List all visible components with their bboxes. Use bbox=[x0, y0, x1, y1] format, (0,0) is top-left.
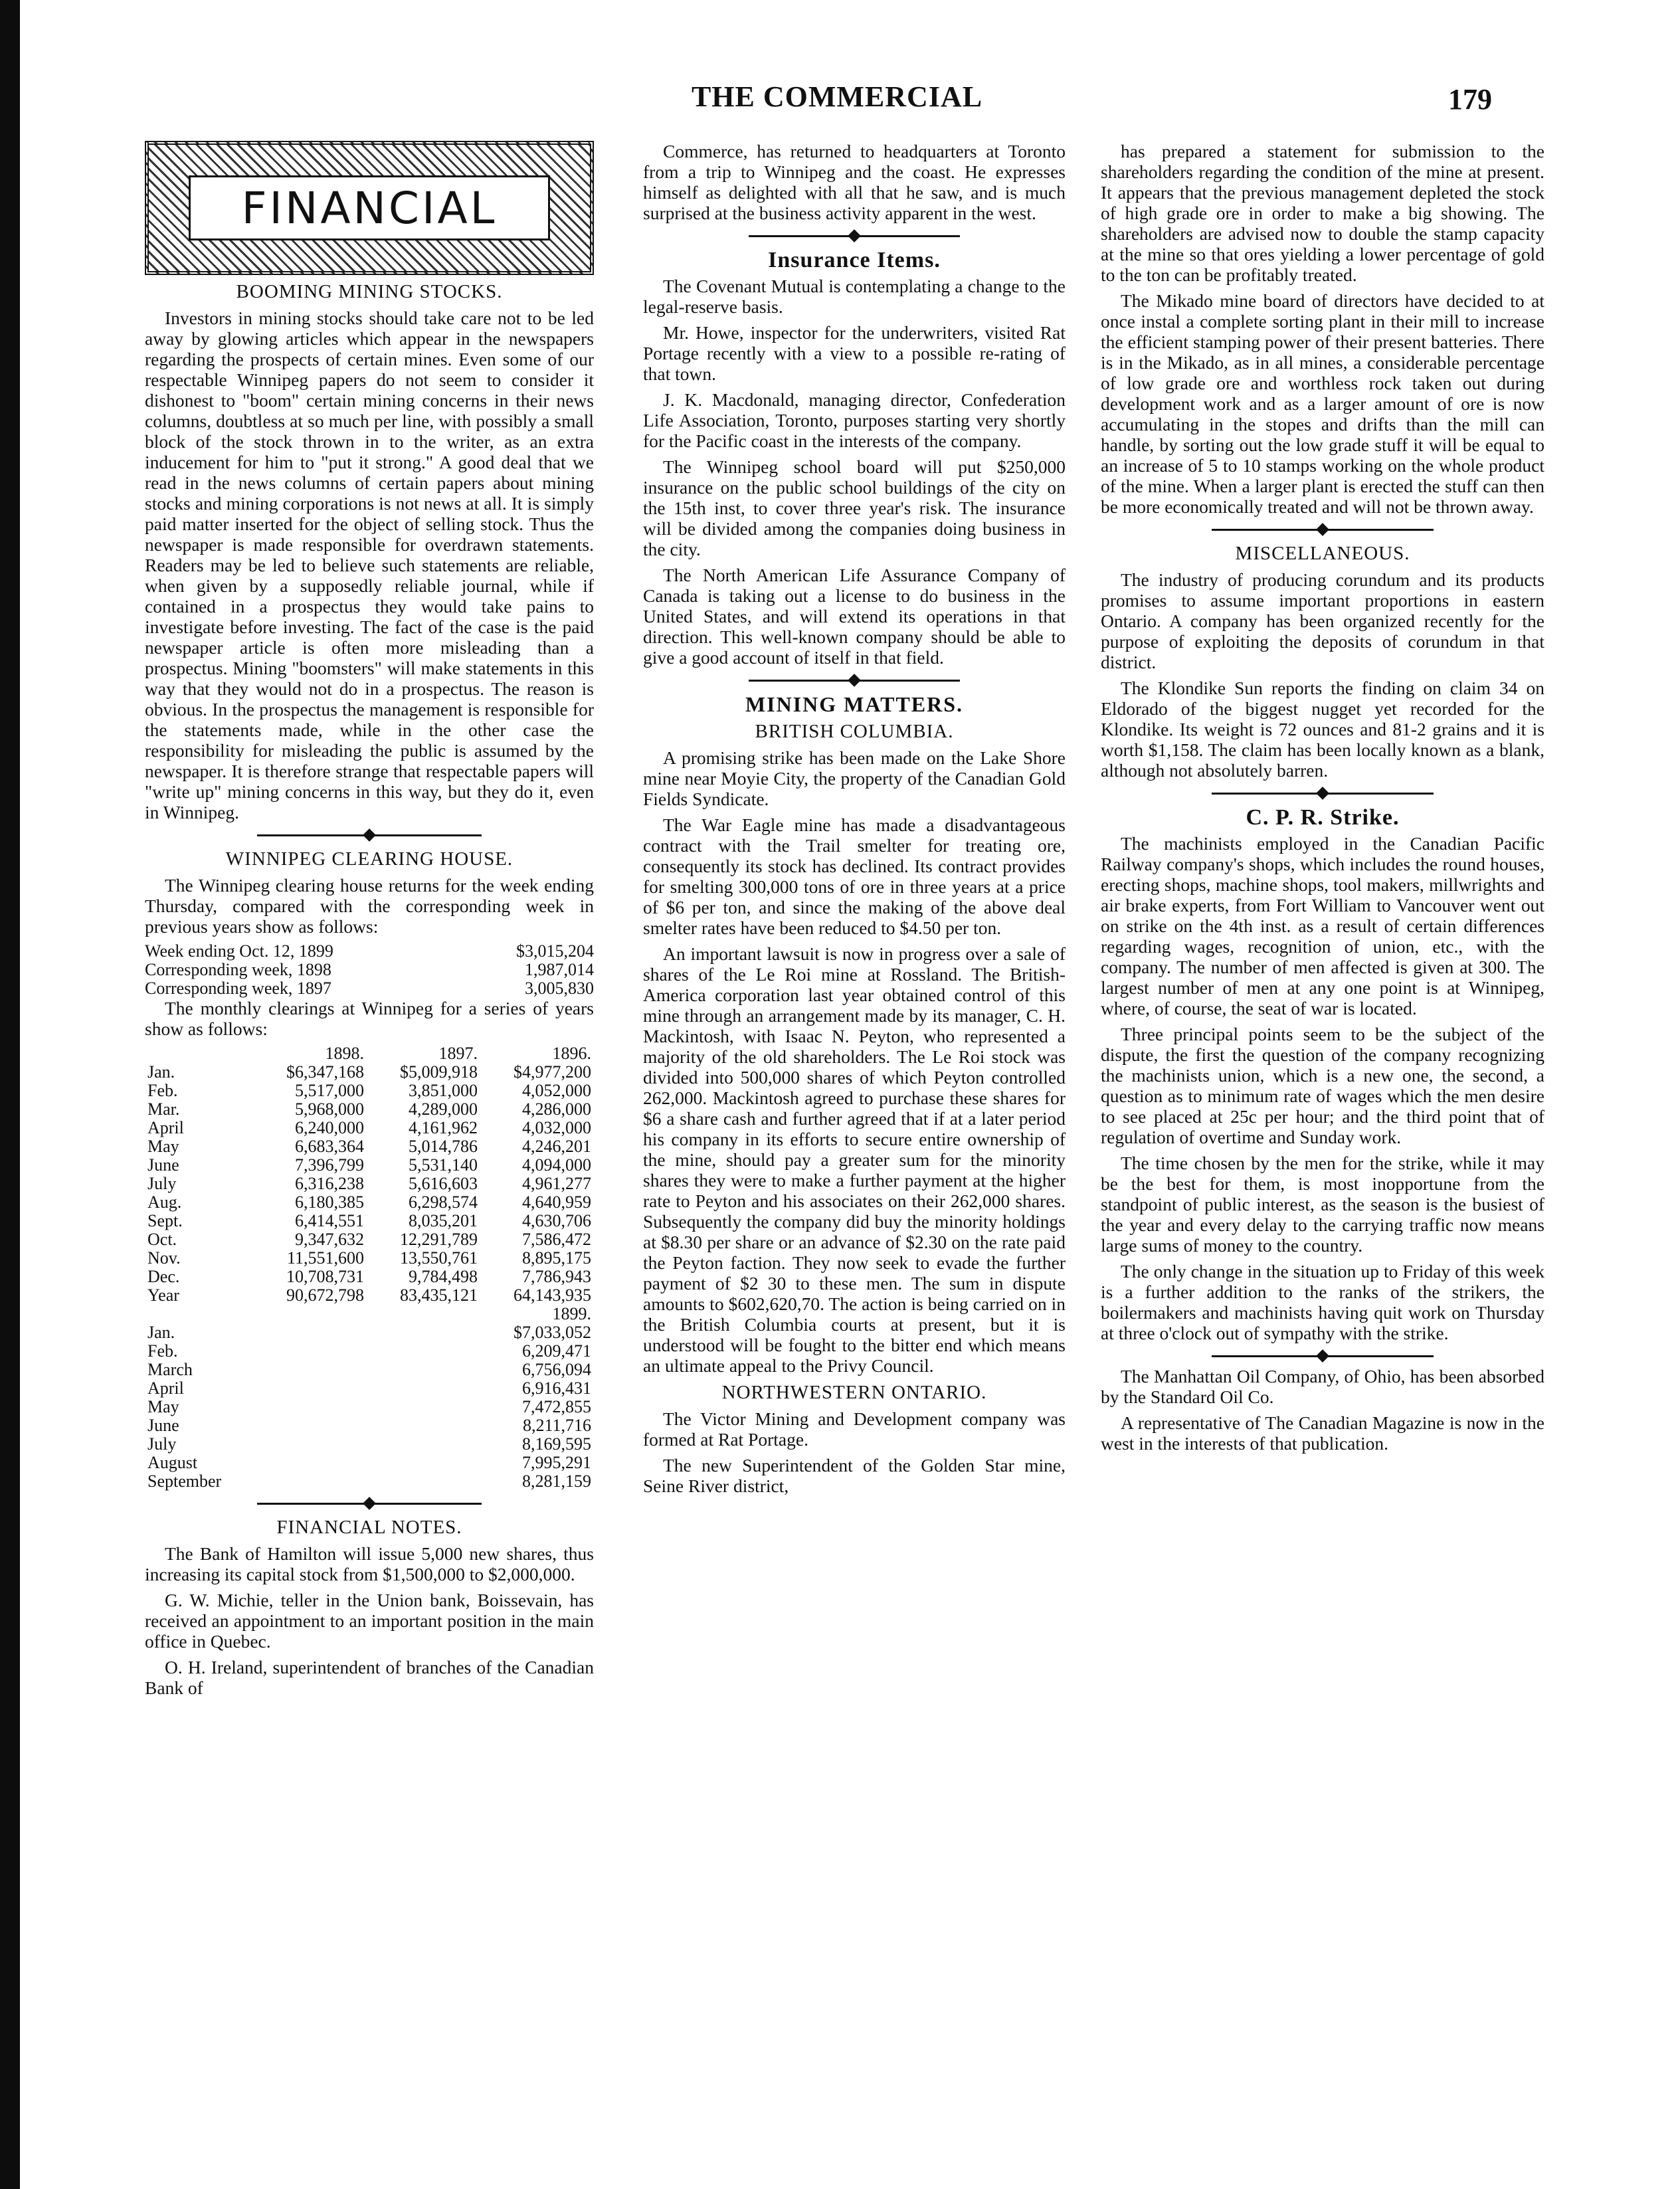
mining-item: The Victor Mining and Development company was formed at Rat Portage. bbox=[643, 1408, 1066, 1450]
weekly-row: Corresponding week, 1897 3,005,830 bbox=[145, 979, 594, 998]
heading-cpr-strike: C. P. R. Strike. bbox=[1246, 805, 1400, 830]
heading-financial-notes: FINANCIAL NOTES. bbox=[276, 1517, 462, 1538]
page-number: 179 bbox=[1448, 83, 1492, 116]
mining-item: An important lawsuit is now in progress over a sale of shares of the Le Roi mine at Rossland. The British-America corporation last year obtained control of this mine through an arrangement made by its manager, C. H. Mackintosh, with Isaac N. Peyton, who represented a majority of the old shareholders. The Le Roi stock was divided into 500,000 shares of which Peyton controlled 262,000. Mackintosh agreed to purchase these shares for $6 a share cash and further agreed that if at a later period his company in its efforts to secure entire ownership of the mine, should pay a greater sum for the minority shares they were to make a further payment at the higher rate to Peyton and his associates on their 262,000 shares. Subsequently the company did buy the minority holdings at $8.30 per share or an advance of $2.30 on the rate paid the Peyton faction. They now seek to evade the further payment of $2 30 to these men. The sum in dispute amounts to $602,620,70. The action is being carried on in the British Columbia courts at present, but it is understood will be fought to the bitter end which means an ultimate appeal to the Privy Council. bbox=[643, 943, 1066, 1376]
financial-banner-panel bbox=[189, 175, 550, 240]
year-header: 1896. bbox=[552, 1044, 591, 1063]
clearing-intro: The Winnipeg clearing house returns for the week ending Thursday, compared with the corresponding week in previous years show as follows: bbox=[145, 875, 594, 937]
heading-winnipeg-clearing-house: WINNIPEG CLEARING HOUSE. bbox=[225, 848, 513, 870]
column-1 bbox=[145, 141, 594, 1703]
table-row: March 6,756,094 bbox=[147, 1360, 591, 1379]
table-row: Nov. 11,551,600 13,550,761 8,895,175 bbox=[147, 1248, 591, 1268]
table-row: April 6,916,431 bbox=[147, 1379, 591, 1398]
continued-paragraph: has prepared a statement for submission to the shareholders regarding the condition of the mine at present. It appears that the previous management depleted the stock of high grade ore in order to make a big showing. The shareholders are advised now to double the stamp capacity at the mine so that ores yielding a lower percentage of gold to the ton can be profitably treated. bbox=[1101, 141, 1544, 285]
year-header: 1897. bbox=[438, 1044, 478, 1063]
running-head: THE COMMERCIAL bbox=[691, 80, 983, 113]
insurance-item: J. K. Macdonald, managing director, Confederation Life Association, Toronto, purposes starting very shortly for the Pacific coast in the interests of the company. bbox=[643, 389, 1066, 451]
brief-item: The Manhattan Oil Company, of Ohio, has been absorbed by the Standard Oil Co. bbox=[1101, 1366, 1544, 1407]
financial-note: G. W. Michie, teller in the Union bank, Boissevain, has received an appointment to an important position in the main office in Quebec. bbox=[145, 1590, 594, 1652]
table-row: Jan. $7,033,052 bbox=[147, 1323, 591, 1342]
page-edge-bar bbox=[0, 0, 20, 2189]
column-3 bbox=[1101, 141, 1544, 1459]
section-divider bbox=[257, 1496, 482, 1511]
table-row: Feb. 5,517,000 3,851,000 4,052,000 bbox=[147, 1081, 591, 1100]
table-row: June 8,211,716 bbox=[147, 1416, 591, 1435]
continued-paragraph: Commerce, has returned to headquarters at Toronto from a trip to Winnipeg and the coast. He expresses himself as delighted with all that he saw, and is much surprised at the business activity apparent in the west. bbox=[643, 141, 1066, 223]
table-row: July 6,316,238 5,616,603 4,961,277 bbox=[147, 1174, 591, 1193]
brief-item: A representative of The Canadian Magazine is now in the west in the interests of that publication. bbox=[1101, 1412, 1544, 1454]
section-divider bbox=[749, 229, 960, 243]
misc-item: The industry of producing corundum and its products promises to assume important proportions in eastern Ontario. A company has been organized recently for the purpose of exploiting the deposits of corundum in that district. bbox=[1101, 569, 1544, 672]
mining-item: The War Eagle mine has made a disadvantageous contract with the Trail smelter for treating ore, consequently its stock has declined. Its contract provides for smelting 300,000 tons of ore in three years at a price of $6 per ton, and since the making of the above deal smelter rates have been reduced to $4.50 per ton. bbox=[643, 814, 1066, 938]
insurance-item: The Covenant Mutual is contemplating a change to the legal-reserve basis. bbox=[643, 276, 1066, 317]
section-divider bbox=[257, 828, 482, 842]
table-header-row bbox=[145, 1305, 594, 1323]
section-divider bbox=[1212, 522, 1434, 537]
monthly-intro: The monthly clearings at Winnipeg for a series of years show as follows: bbox=[145, 998, 594, 1039]
financial-note: O. H. Ireland, superintendent of branches of the Canadian Bank of bbox=[145, 1657, 594, 1698]
strike-item: The machinists employed in the Canadian Pacific Railway company's shops, which includes the round houses, erecting shops, machine shops, tool makers, millwrights and air brake experts, from Fort William to Vancouver went out on strike on the 4th inst. as a result of certain differences regarding wages, recognition of union, etc., with the company. The number of men affected is given at 300. The largest number of men at any one point is at Winnipeg, where, of course, the seat of war is located. bbox=[1101, 833, 1544, 1018]
heading-booming-mining-stocks: BOOMING MINING STOCKS. bbox=[236, 281, 503, 302]
section-divider bbox=[1212, 786, 1434, 801]
strike-item: The time chosen by the men for the strike, while it may be the best for them, is most inopportune from the standpoint of public interest, as the season is the busiest of the year and every delay to the carrying traffic now means large sums of money to the country. bbox=[1101, 1153, 1544, 1256]
table-header-row bbox=[145, 1044, 594, 1063]
table-row: Oct. 9,347,632 12,291,789 7,586,472 bbox=[147, 1230, 591, 1249]
weekly-row: Corresponding week, 1898 1,987,014 bbox=[145, 960, 594, 979]
table-row: July 8,169,595 bbox=[147, 1434, 591, 1454]
financial-banner bbox=[145, 141, 594, 275]
table-row: August 7,995,291 bbox=[147, 1453, 591, 1472]
subheading-british-columbia: BRITISH COLUMBIA. bbox=[755, 721, 954, 742]
table-row: Mar. 5,968,000 4,289,000 4,286,000 bbox=[147, 1099, 591, 1119]
table-row: Feb. 6,209,471 bbox=[147, 1341, 591, 1361]
financial-banner-title: FINANCIAL bbox=[241, 182, 498, 234]
strike-item: Three principal points seem to be the subject of the dispute, the first the question of the company recognizing the machinists union, which is a new one, the second, a question as to minimum rate of wages which the men desire to see placed at 25c per hour; and the third point that of regulation of overtime and Sunday work. bbox=[1101, 1024, 1544, 1147]
year-header: 1898. bbox=[325, 1044, 365, 1063]
article-booming-mining-stocks: Investors in mining stocks should take care not to be led away by glowing articles which appear in the newspapers regarding the prospects of certain mines. Even some of our respectable Winnipeg papers do not seem to consider it dishonest to "boom" certain mining concerns in their news columns, doubtless at so much per line, with possibly a small block of the stock thrown in to the writer, as an extra inducement for him to "put it strong." A good deal that we read in the news columns of certain papers about mining stocks and mining corporations is not news at all. It is simply paid matter inserted for the object of selling stock. Thus the newspaper is made responsible for overdrawn statements. Readers may be led to believe such statements are reliable, when given by a supposedly reliable journal, while if contained in a prospectus they would take pains to investigate before investing. The fact of the case is the paid newspaper article is often more misleading than a prospectus. Mining "boomsters" will make statements in this way that they would not do in a prospectus. The reason is obvious. In the prospectus the management is responsible for the statements made, while in the other case the responsibility for misleading the public is assumed by the newspaper. It is therefore strange that respectable papers will "write up" mining concerns in this way, but they do it, even in Winnipeg. bbox=[145, 308, 594, 822]
weekly-row: Week ending Oct. 12, 1899 $3,015,204 bbox=[145, 941, 594, 961]
mining-item: The new Superintendent of the Golden Star mine, Seine River district, bbox=[643, 1455, 1066, 1496]
misc-item: The Klondike Sun reports the finding on claim 34 on Eldorado of the biggest nugget yet recorded for the Klondike. Its weight is 72 ounces and 81-2 grains and it is worth $1,158. The claim has been locally known as a blank, although not absolutely barren. bbox=[1101, 678, 1544, 781]
table-row: Aug. 6,180,385 6,298,574 4,640,959 bbox=[147, 1192, 591, 1212]
table-row: September 8,281,159 bbox=[147, 1472, 591, 1491]
table-row: April 6,240,000 4,161,962 4,032,000 bbox=[147, 1118, 591, 1137]
section-divider bbox=[749, 673, 960, 688]
year-total-row: Year 90,672,798 83,435,121 64,143,935 bbox=[147, 1285, 591, 1305]
insurance-item: Mr. Howe, inspector for the underwriters, visited Rat Portage recently with a view to a possible re-rating of that town. bbox=[643, 322, 1066, 384]
table-row: Jan. $6,347,168 $5,009,918 $4,977,200 bbox=[147, 1062, 591, 1082]
insurance-item: The North American Life Assurance Company of Canada is taking out a license to do business in the United States, and will extend its operations in that direction. This well-known company should be able to give a good account of itself in that field. bbox=[643, 565, 1066, 668]
strike-item: The only change in the situation up to Friday of this week is a further addition to the ranks of the strikers, the boilermakers and machinists having quit work on Thursday at three o'clock out of sympathy with the strike. bbox=[1101, 1261, 1544, 1343]
table-row: Sept. 6,414,551 8,035,201 4,630,706 bbox=[147, 1211, 591, 1230]
section-divider bbox=[1212, 1349, 1434, 1363]
column-2 bbox=[643, 141, 1066, 1501]
mining-item: A promising strike has been made on the Lake Shore mine near Moyie City, the property of the Canadian Gold Fields Syndicate. bbox=[643, 747, 1066, 809]
subheading-northwestern-ontario: NORTHWESTERN ONTARIO. bbox=[721, 1382, 987, 1403]
heading-mining-matters: MINING MATTERS. bbox=[745, 692, 964, 716]
table-row: Dec. 10,708,731 9,784,498 7,786,943 bbox=[147, 1267, 591, 1286]
heading-insurance-items: Insurance Items. bbox=[768, 248, 941, 272]
year-header: 1899. bbox=[552, 1304, 591, 1323]
mining-item: The Mikado mine board of directors have decided to at once instal a complete sorting plant in their mill to increase the efficient stamping power of their present batteries. There is in the Mikado, as in all mines, a considerable percentage of low grade ore and worthless rock taken out during development work and as a larger amount of ore is now accumulating in the stopes and drifts than the mill can handle, by sorting out the low grade stuff it will be equal to an increase of 5 to 10 stamps working on the whole product of the mine. When a larger plant is erected the stuff can then be more economically treated and will not be thrown away. bbox=[1101, 290, 1544, 517]
table-row: June 7,396,799 5,531,140 4,094,000 bbox=[147, 1155, 591, 1175]
table-row: May 6,683,364 5,014,786 4,246,201 bbox=[147, 1137, 591, 1156]
table-row: May 7,472,855 bbox=[147, 1397, 591, 1416]
financial-note: The Bank of Hamilton will issue 5,000 new shares, thus increasing its capital stock from $1,500,000 to $2,000,000. bbox=[145, 1543, 594, 1584]
insurance-item: The Winnipeg school board will put $250,000 insurance on the public school buildings of the city on the 15th inst, to cover three year's risk. The insurance will be divided among the companies doing business in the city. bbox=[643, 456, 1066, 559]
heading-miscellaneous: MISCELLANEOUS. bbox=[1235, 543, 1410, 564]
weekly-clearings bbox=[145, 942, 594, 998]
monthly-clearings-table bbox=[145, 1044, 594, 1491]
